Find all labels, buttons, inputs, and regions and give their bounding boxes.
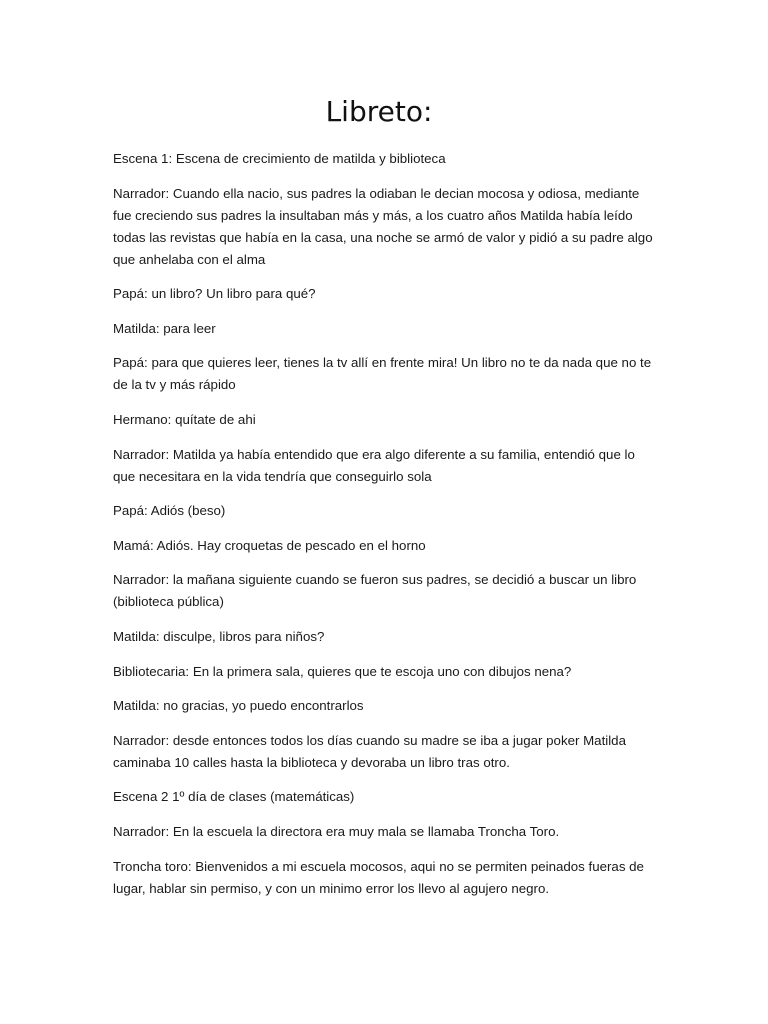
paragraph-papa-line-2: Papá: para que quieres leer, tienes la tv allí en frente mira! Un libro no te da nada que no te de la tv y más rápido <box>113 355 652 393</box>
paragraph-scene-1-heading: Escena 1: Escena de crecimiento de matilda y biblioteca <box>113 151 446 166</box>
paragraph-bibliotecaria-line: Bibliotecaria: En la primera sala, quieres que te escoja uno con dibujos nena? <box>113 663 572 679</box>
paragraph-papa-line-3: Papá: Adiós (beso) <box>113 503 226 519</box>
paragraph-narrator-intro: Narrador: Cuando ella nacio, sus padres la odiaban le decian mocosa y odiosa, mediante fue creciendo sus padres la insultaban más y más, a los cuatro años Matilda había leído todas las revistas que había en la casa, una noche se armó de valor y pidió a su padre algo que anhelaba con el alma <box>113 185 653 267</box>
paragraph-matilda-line-2: Matilda: disculpe, libros para niños? <box>113 628 325 644</box>
paragraph-hermano-line: Hermano: quítate de ahi <box>113 411 256 427</box>
paragraph-troncha-toro-line: Troncha toro: Bienvenidos a mi escuela mocosos, aqui no se permiten peinados fueras de lugar, hablar sin permiso, y con un minimo error los llevo al agujero negro. <box>113 858 644 896</box>
paragraph-matilda-line-1: Matilda: para leer <box>113 320 216 336</box>
paragraph-narrator-3: Narrador: la mañana siguiente cuando se fueron sus padres, se decidió a buscar un libro (biblioteca pública) <box>113 572 637 610</box>
document-title: Libreto: <box>325 95 433 128</box>
paragraph-mama-line: Mamá: Adiós. Hay croquetas de pescado en el horno <box>113 537 426 553</box>
paragraph-papa-line-1: Papá: un libro? Un libro para qué? <box>113 286 316 302</box>
paragraph-narrator-5: Narrador: En la escuela la directora era muy mala se llamaba Troncha Toro. <box>113 823 560 839</box>
paragraph-narrator-2: Narrador: Matilda ya había entendido que era algo diferente a su familia, entendió que lo que necesitara en la vida tendría que conseguirlo sola <box>113 446 635 484</box>
paragraph-scene-2-heading: Escena 2 1º día de clases (matemáticas) <box>113 789 355 805</box>
paragraph-narrator-4: Narrador: desde entonces todos los días cuando su madre se iba a jugar poker Matilda caminaba 10 calles hasta la biblioteca y devoraba un libro tras otro. <box>113 732 626 770</box>
script-body <box>113 148 655 912</box>
paragraph-matilda-line-3: Matilda: no gracias, yo puedo encontrarlos <box>113 698 364 714</box>
